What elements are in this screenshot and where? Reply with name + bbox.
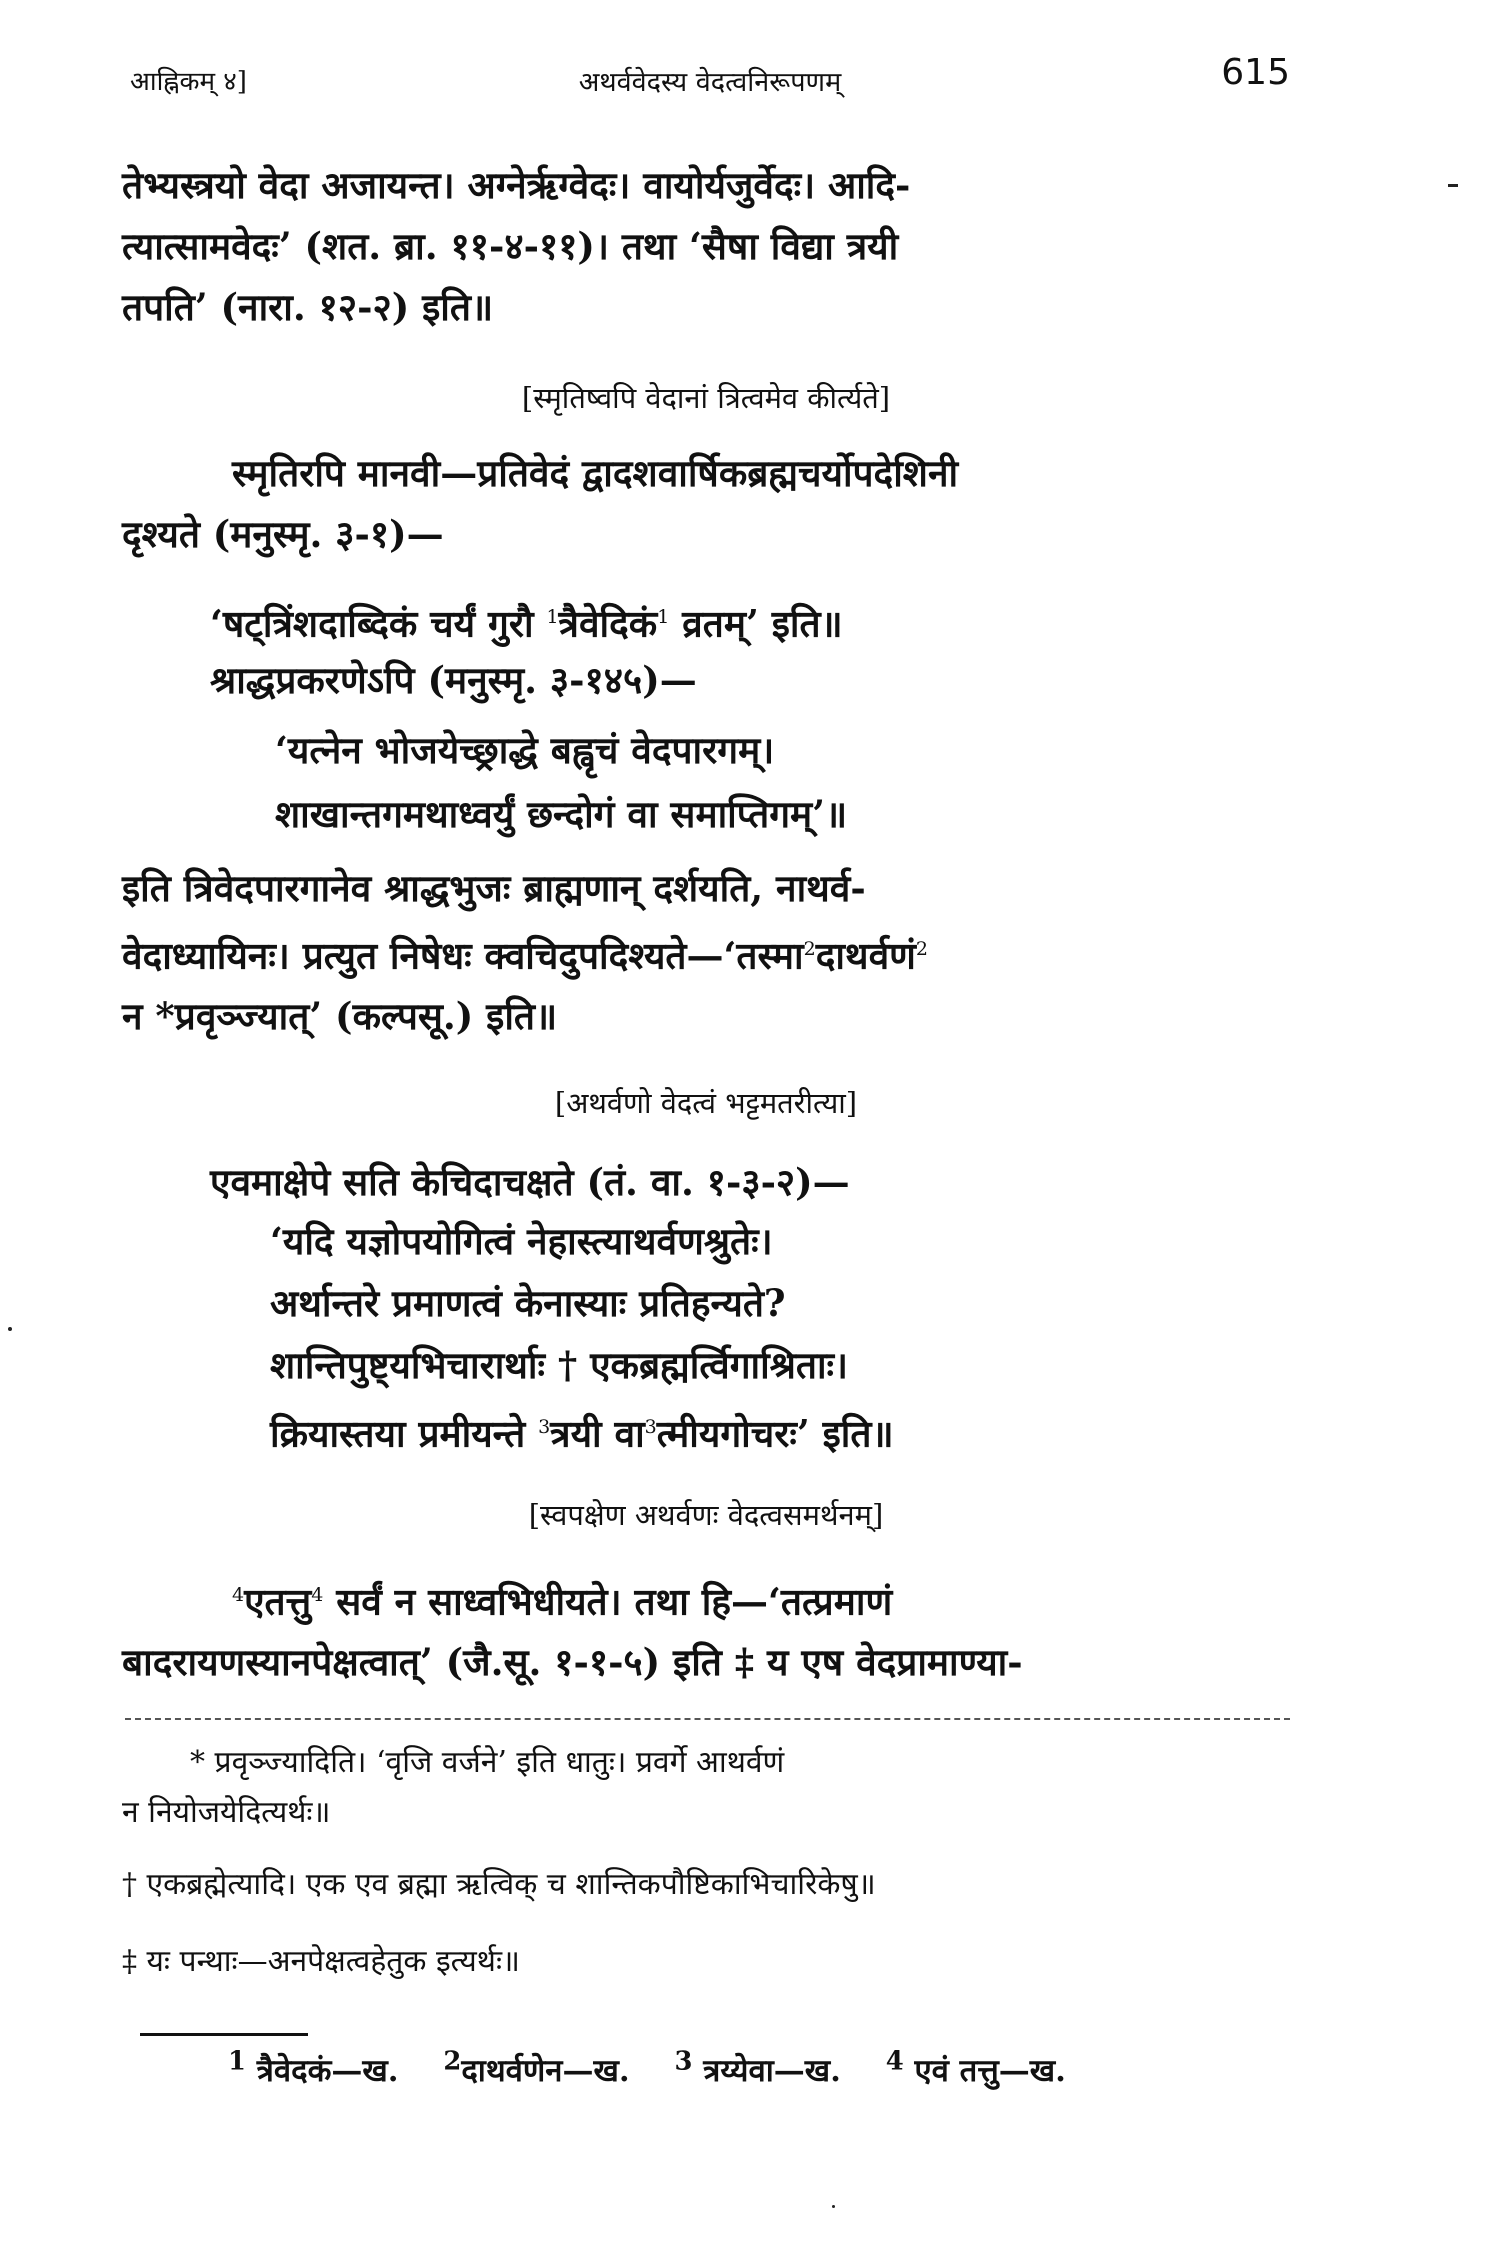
footnote-2: † एकब्रह्मेत्यादि। एक एव ब्रह्मा ऋत्विक् च शान्तिकपौष्टिकाभिचारिकेषु॥ (122, 1867, 876, 1902)
verse-line: शाखान्तगमथाध्वर्युं छन्दोगं वा समाप्तिगम्’॥ (275, 792, 848, 836)
footnote-marker: 1 (657, 606, 670, 628)
section-heading-2: [अथर्वणो वेदत्वं भट्टमतरीत्या] (554, 1086, 858, 1120)
section-heading-1: [स्मृतिष्वपि वेदानां त्रित्वमेव कीर्त्यते] (521, 381, 891, 415)
footnote-marker: 3 (538, 1416, 551, 1438)
paragraph-line: दृश्यते (मनुस्मृ. ३-१)— (122, 512, 444, 556)
quote-line-1 (210, 585, 843, 655)
footnote-1 (122, 1738, 1292, 1838)
scan-artifact-dot (8, 1327, 12, 1331)
verse-text: क्रियास्तया प्रमीयन्ते (270, 1411, 526, 1456)
verse-line (270, 1396, 894, 1464)
running-header (130, 48, 1290, 108)
shraddha-line: श्राद्धप्रकरणेऽपि (मनुस्मृ. ३-१४५)— (210, 658, 697, 702)
variant-reading-4 (885, 2047, 1066, 2090)
verse-block-1 (275, 718, 847, 846)
footnote-marker: 3 (644, 1416, 657, 1438)
paragraph-line: बादरायणस्यानपेक्षत्वात्’ (जै.सू. १-१-५) इति ‡ य एष वेदप्रामाण्या- (122, 1640, 1023, 1685)
paragraph-line: तपति’ (नारा. १२-२) इति॥ (122, 285, 494, 329)
paragraph-line (122, 1565, 1290, 1632)
verse-line: ‘यदि यज्ञोपयोगित्वं नेहास्त्याथर्वणश्रुतेः। (270, 1219, 773, 1263)
quote-text: ‘षट्त्रिंशदाब्दिकं चर्यं गुरौ (210, 601, 534, 646)
variant-text: त्रैवेदकं—ख. (256, 2053, 399, 2090)
verse-line: अर्थान्तरे प्रमाणत्वं केनास्याः प्रतिहन्यते? (270, 1281, 786, 1325)
scan-artifact-mark (1448, 184, 1458, 187)
variant-marker: 1 (228, 2047, 246, 2077)
paragraph-5 (122, 1565, 1290, 1693)
variant-marker: 4 (885, 2047, 904, 2077)
variant-readings (228, 2047, 1100, 2091)
paragraph-2 (122, 443, 1290, 565)
variant-marker: 3 (674, 2047, 693, 2077)
paragraph-line: त्यात्सामवेदः’ (शत. ब्रा. ११-४-११)। तथा ‘सैषा विद्या त्रयी (122, 224, 899, 268)
paragraph-line: न *प्रवृञ्ज्यात्’ (कल्पसू.) इति॥ (122, 994, 558, 1039)
verse-line: शान्तिपुष्ट्यभिचारार्थाः † एकब्रह्मर्त्विगाश्रिताः। (270, 1343, 849, 1387)
verse-text: त्रयी वा (550, 1411, 645, 1456)
footnote-marker: 4 (232, 1584, 245, 1606)
variant-reading-3 (674, 2047, 841, 2090)
variant-text: एवं तत्तु—ख. (914, 2053, 1066, 2090)
paragraph-4: एवमाक्षेपे सति केचिदाचक्षते (तं. वा. १-३-२)— (210, 1160, 850, 1204)
verse-block-2 (270, 1210, 894, 1464)
variant-text: त्रय्येवा—ख. (703, 2053, 841, 2090)
paragraph-line: स्मृतिरपि मानवी—प्रतिवेदं द्वादशवार्षिकब्रह्मचर्योपदेशिनी (232, 451, 959, 495)
paragraph-text: सर्वं न साध्वभिधीयते। तथा हि—‘तत्प्रमाणं (336, 1579, 893, 1624)
footnote-3: ‡ यः पन्थाः—अनपेक्षत्वहेतुक इत्यर्थः॥ (122, 1944, 520, 1979)
variant-text: दाथर्वणेन—ख. (461, 2053, 630, 2090)
footnote-marker: 2 (803, 938, 816, 960)
paragraph-word: एतत्तु (244, 1579, 312, 1624)
footnote-marker: 1 (546, 606, 559, 628)
quote-text: व्रतम्’ इति॥ (682, 601, 843, 646)
footnote-separator (125, 1718, 1290, 1720)
paragraph-line: इति त्रिवेदपारगानेव श्राद्धभुजः ब्राह्मणान् दर्शयति, नाथर्व- (122, 866, 866, 910)
paragraph-line: तेभ्यस्त्रयो वेदा अजायन्त। अग्नेर्ऋग्वेदः। वायोर्यजुर्वेदः। आदि- (122, 163, 911, 207)
footnote-marker: 4 (311, 1584, 324, 1606)
variant-marker: 2 (443, 2047, 462, 2077)
section-heading-3: [स्वपक्षेण अथर्वणः वेदत्वसमर्थनम्] (528, 1498, 884, 1532)
paragraph-3 (122, 858, 1290, 1047)
scan-artifact-dot (832, 2205, 835, 2208)
paragraph-word: दाथर्वणं (815, 933, 916, 978)
verse-text: त्मीयगोचरः’ इति॥ (656, 1411, 894, 1456)
paragraph-1 (122, 155, 1290, 338)
variant-reading-2 (443, 2047, 630, 2090)
header-title: अथर्ववेदस्य वेदत्वनिरूपणम् (578, 67, 842, 98)
header-section-label: आह्निकम् ४] (130, 67, 247, 97)
verse-line: ‘यत्नेन भोजयेच्छ्राद्धे बह्वृचं वेदपारगम्। (275, 728, 775, 772)
footnote-line: * प्रवृञ्ज्यादिति। ‘वृजि वर्जने’ इति धातुः। प्रवर्गे आथर्वणं (190, 1745, 785, 1780)
page-number: 615 (1221, 52, 1290, 93)
paragraph-line (122, 919, 1290, 986)
quote-word: त्रैवेदिकं (558, 601, 658, 646)
footnote-line: न नियोजयेदित्यर्थः॥ (122, 1795, 331, 1830)
variants-separator (140, 2033, 308, 2036)
variant-reading-1 (228, 2047, 399, 2090)
paragraph-text: वेदाध्यायिनः। प्रत्युत निषेधः क्वचिदुपदिश्यते—‘तस्मा (122, 933, 804, 978)
footnote-marker: 2 (915, 938, 928, 960)
